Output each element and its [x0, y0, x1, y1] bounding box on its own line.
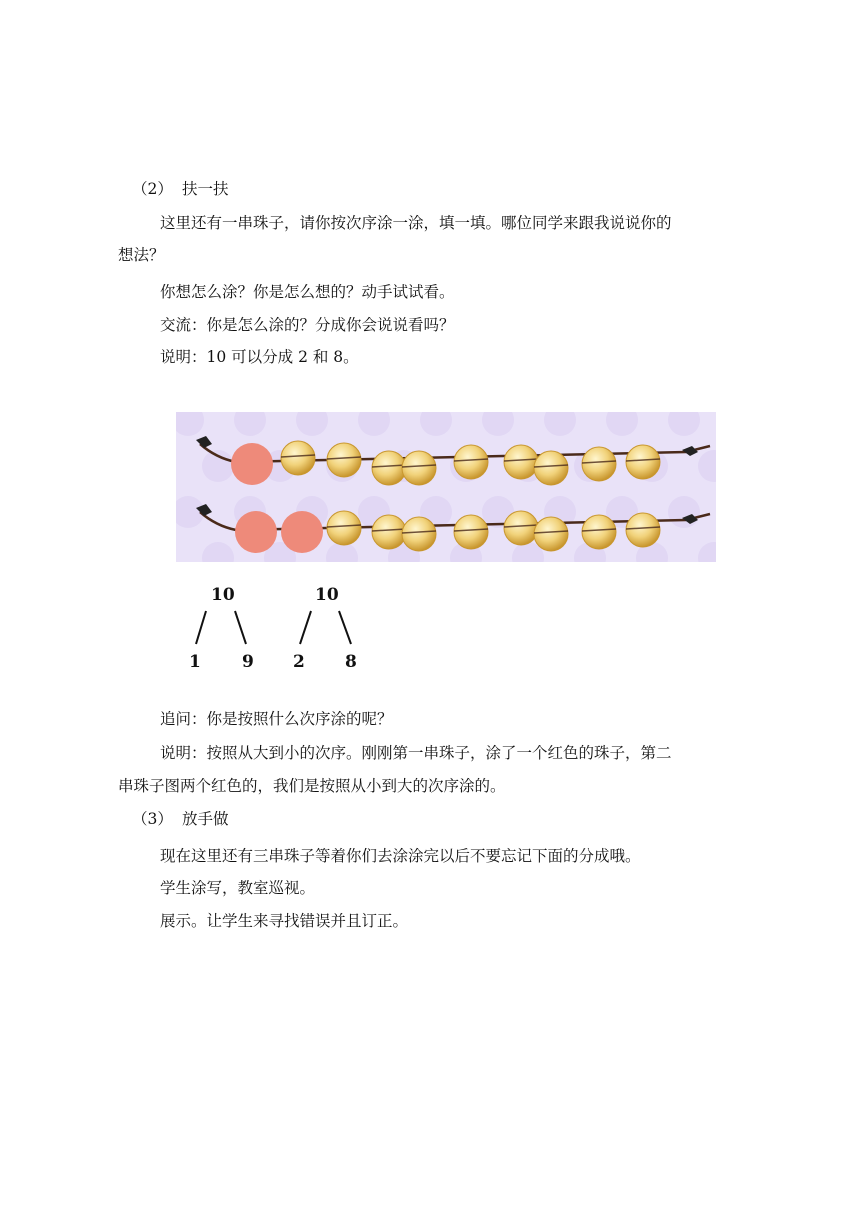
- yellow-bead: [327, 511, 361, 545]
- yellow-bead: [402, 517, 436, 551]
- decomposition-total: 10: [211, 585, 235, 605]
- section-number: （3）: [132, 810, 173, 828]
- yellow-bead: [454, 515, 488, 549]
- yellow-bead: [534, 517, 568, 551]
- paragraph: 追问：你是按照什么次序涂的呢？: [160, 710, 393, 728]
- decomposition-part-right: 8: [345, 652, 357, 672]
- branch-line: [235, 611, 246, 644]
- red-bead: [281, 511, 323, 553]
- section-3-heading: [132, 809, 229, 829]
- paragraph: 说明：按照从大到小的次序。刚刚第一串珠子，涂了一个红色的珠子，第二: [160, 744, 672, 762]
- yellow-bead: [582, 447, 616, 481]
- background-dot: [668, 496, 700, 528]
- decomposition-part-right: 9: [242, 652, 254, 672]
- red-bead: [231, 443, 273, 485]
- paragraph: 说明：10 可以分成 2 和 8。: [160, 348, 359, 366]
- section-number: （2）: [132, 180, 173, 198]
- paragraph: 学生涂写，教室巡视。: [160, 879, 316, 897]
- branch-line: [300, 611, 311, 644]
- yellow-bead: [534, 451, 568, 485]
- section-title: 扶一扶: [182, 180, 229, 198]
- yellow-bead: [327, 443, 361, 477]
- paragraph: 这里还有一串珠子，请你按次序涂一涂，填一填。哪位同学来跟我说说你的: [160, 214, 672, 232]
- yellow-bead: [626, 513, 660, 547]
- yellow-bead: [626, 445, 660, 479]
- branch-line: [196, 611, 206, 644]
- paragraph: 交流：你是怎么涂的？分成你会说说看吗？: [160, 316, 455, 334]
- section-title: 放手做: [182, 810, 229, 828]
- yellow-bead: [504, 511, 538, 545]
- yellow-bead: [372, 515, 406, 549]
- section-2-heading: [132, 179, 229, 199]
- yellow-bead: [582, 515, 616, 549]
- branch-line: [339, 611, 351, 644]
- decomposition-part-left: 1: [189, 652, 201, 672]
- paragraph: 串珠子图两个红色的，我们是按照从小到大的次序涂的。: [118, 777, 506, 795]
- yellow-bead: [504, 445, 538, 479]
- bead-strings-illustration: [176, 412, 716, 562]
- yellow-bead: [281, 441, 315, 475]
- paragraph: 现在这里还有三串珠子等着你们去涂涂完以后不要忘记下面的分成哦。: [160, 847, 641, 865]
- red-bead: [235, 511, 277, 553]
- paragraph: 展示。让学生来寻找错误并且订正。: [160, 912, 409, 930]
- paragraph: 你想怎么涂？你是怎么想的？动手试试看。: [160, 283, 455, 301]
- paragraph: 想法？: [118, 246, 165, 264]
- yellow-bead: [402, 451, 436, 485]
- yellow-bead: [372, 451, 406, 485]
- decomposition-part-left: 2: [293, 652, 305, 672]
- decomposition-total: 10: [315, 585, 339, 605]
- yellow-bead: [454, 445, 488, 479]
